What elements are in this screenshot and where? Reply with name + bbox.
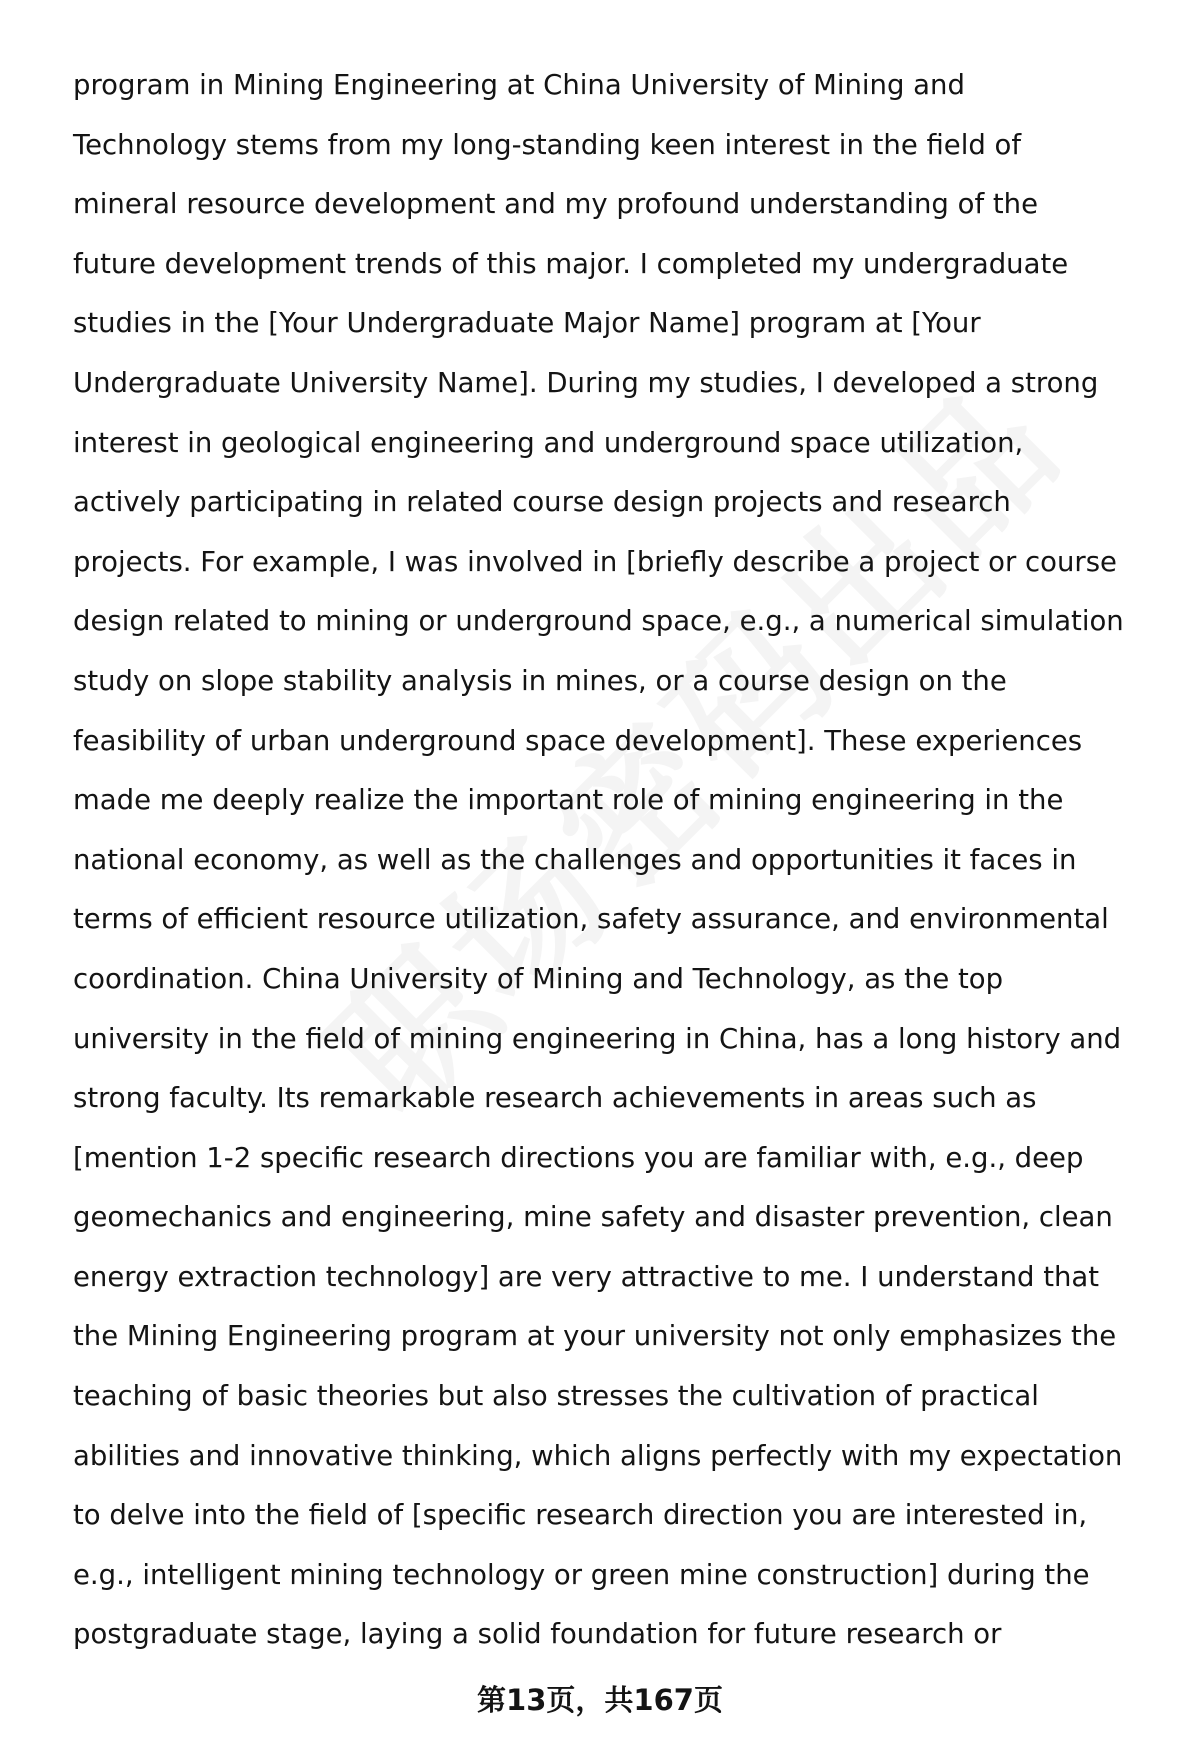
text-line-14: national economy, as well as the challenges and opportunities it faces in — [73, 843, 1077, 876]
text-line-16: coordination. China University of Mining and Technology, as the top — [73, 962, 1004, 995]
text-line-11: study on slope stability analysis in mines, or a course design on the — [73, 664, 1007, 697]
text-line-2: Technology stems from my long-standing keen interest in the field of — [73, 128, 1022, 161]
text-line-27: postgraduate stage, laying a solid foundation for future research or — [73, 1618, 1002, 1651]
text-line-6: Undergraduate University Name]. During my studies, I developed a strong — [73, 366, 1099, 399]
text-line-18: strong faculty. Its remarkable research achievements in areas such as — [73, 1082, 1037, 1115]
text-line-17: university in the field of mining engineering in China, has a long history and — [73, 1022, 1122, 1055]
text-line-12: feasibility of urban underground space development]. These experiences — [73, 724, 1083, 757]
text-line-7: interest in geological engineering and underground space utilization, — [73, 426, 1024, 459]
text-line-22: the Mining Engineering program at your university not only emphasizes the — [73, 1320, 1117, 1353]
text-line-8: actively participating in related course design projects and research — [73, 486, 1011, 519]
text-line-15: terms of efficient resource utilization, safety assurance, and environmental — [73, 903, 1109, 936]
text-line-19: [mention 1-2 specific research directions you are familiar with, e.g., deep — [73, 1141, 1084, 1174]
text-line-5: studies in the [Your Undergraduate Major Name] program at [Your — [73, 307, 981, 340]
text-line-20: geomechanics and engineering, mine safety and disaster prevention, clean — [73, 1201, 1113, 1234]
text-line-24: abilities and innovative thinking, which aligns perfectly with my expectation — [73, 1439, 1123, 1472]
text-line-10: design related to mining or underground space, e.g., a numerical simulation — [73, 605, 1124, 638]
text-line-1: program in Mining Engineering at China University of Mining and — [73, 69, 965, 101]
text-line-9: projects. For example, I was involved in [briefly describe a project or course — [73, 545, 1117, 578]
text-line-3: mineral resource development and my profound understanding of the — [73, 188, 1039, 221]
text-line-25: to delve into the field of [specific research direction you are interested in, — [73, 1499, 1088, 1532]
text-line-21: energy extraction technology] are very attractive to me. I understand that — [73, 1260, 1100, 1293]
page-number: 第13页，共167页 — [477, 1683, 723, 1717]
text-line-26: e.g., intelligent mining technology or green mine construction] during the — [73, 1558, 1090, 1591]
body-paragraph — [73, 56, 1163, 1665]
text-line-23: teaching of basic theories but also stresses the cultivation of practical — [73, 1380, 1039, 1413]
text-line-13: made me deeply realize the important role of mining engineering in the — [73, 784, 1064, 817]
text-line-4: future development trends of this major. I completed my undergraduate — [73, 247, 1069, 280]
